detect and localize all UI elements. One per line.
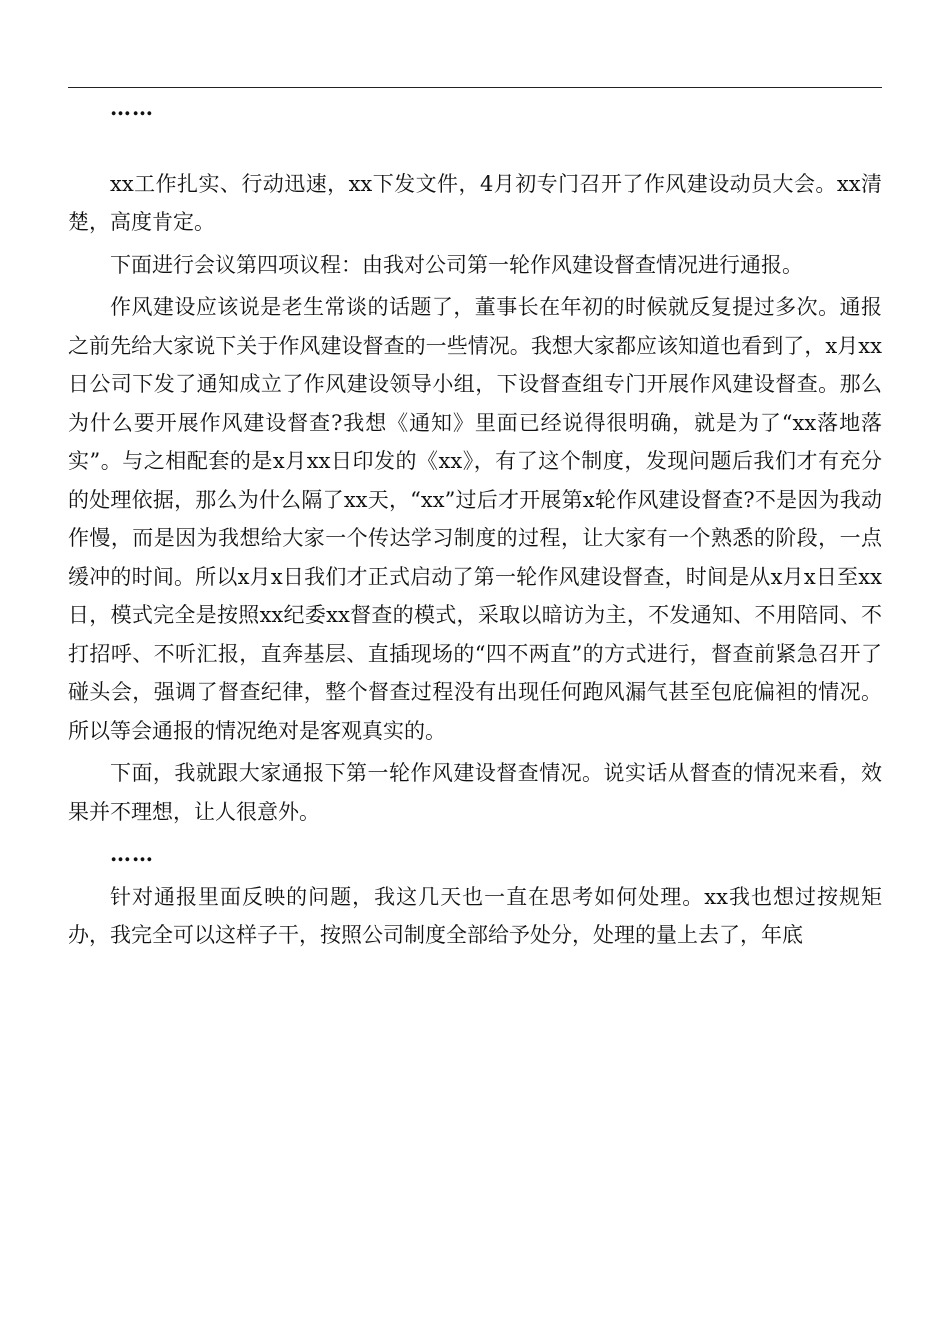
paragraph: 作风建设应该说是老生常谈的话题了，董事长在年初的时候就反复提过多次。通报之前先给大家说下关于作风建设督查的一些情况。我想大家都应该知道也看到了，x月xx日公司下发了通知成立了作风建设领导小组，下设督查组专门开展作风建设督查。那么为什么要开展作风建设督查?我想《通知》里面已经说得很明确，就是为了“xx落地落实”。与之相配套的是x月xx日印发的《xx》，有了这个制度，发现问题后我们才有充分的处理依据，那么为什么隔了xx天，“xx”过后才开展第x轮作风建设督查?不是因为我动作慢，而是因为我想给大家一个传达学习制度的过程，让大家有一个熟悉的阶段，一点缓冲的时间。所以x月x日我们才正式启动了第一轮作风建设督查，时间是从x月x日至xx日，模式完全是按照xx纪委xx督查的模式，采取以暗访为主，不发通知、不用陪同、不打招呼、不听汇报，直奔基层、直插现场的“四不两直”的方式进行，督查前紧急召开了碰头会，强调了督查纪律，整个督查过程没有出现任何跑风漏气甚至包庇偏袒的情况。所以等会通报的情况绝对是客观真实的。 bbox=[68, 295, 882, 743]
ellipsis-line: …… bbox=[110, 95, 154, 120]
ellipsis-line: …… bbox=[110, 841, 154, 866]
paragraph: 下面进行会议第四项议程：由我对公司第一轮作风建设督查情况进行通报。 bbox=[110, 252, 803, 277]
paragraph: 针对通报里面反映的问题，我这几天也一直在思考如何处理。xx我也想过按规矩办，我完全可以这样子干，按照公司制度全部给予处分，处理的量上去了，年底 bbox=[68, 884, 882, 947]
document-body bbox=[68, 89, 882, 955]
paragraph: xx工作扎实、行动迅速，xx下发文件，4月初专门召开了作风建设动员大会。xx清楚，高度肯定。 bbox=[68, 171, 882, 234]
paragraph: 下面，我就跟大家通报下第一轮作风建设督查情况。说实话从督查的情况来看，效果并不理想，让人很意外。 bbox=[68, 761, 882, 824]
header-rule bbox=[68, 87, 882, 88]
